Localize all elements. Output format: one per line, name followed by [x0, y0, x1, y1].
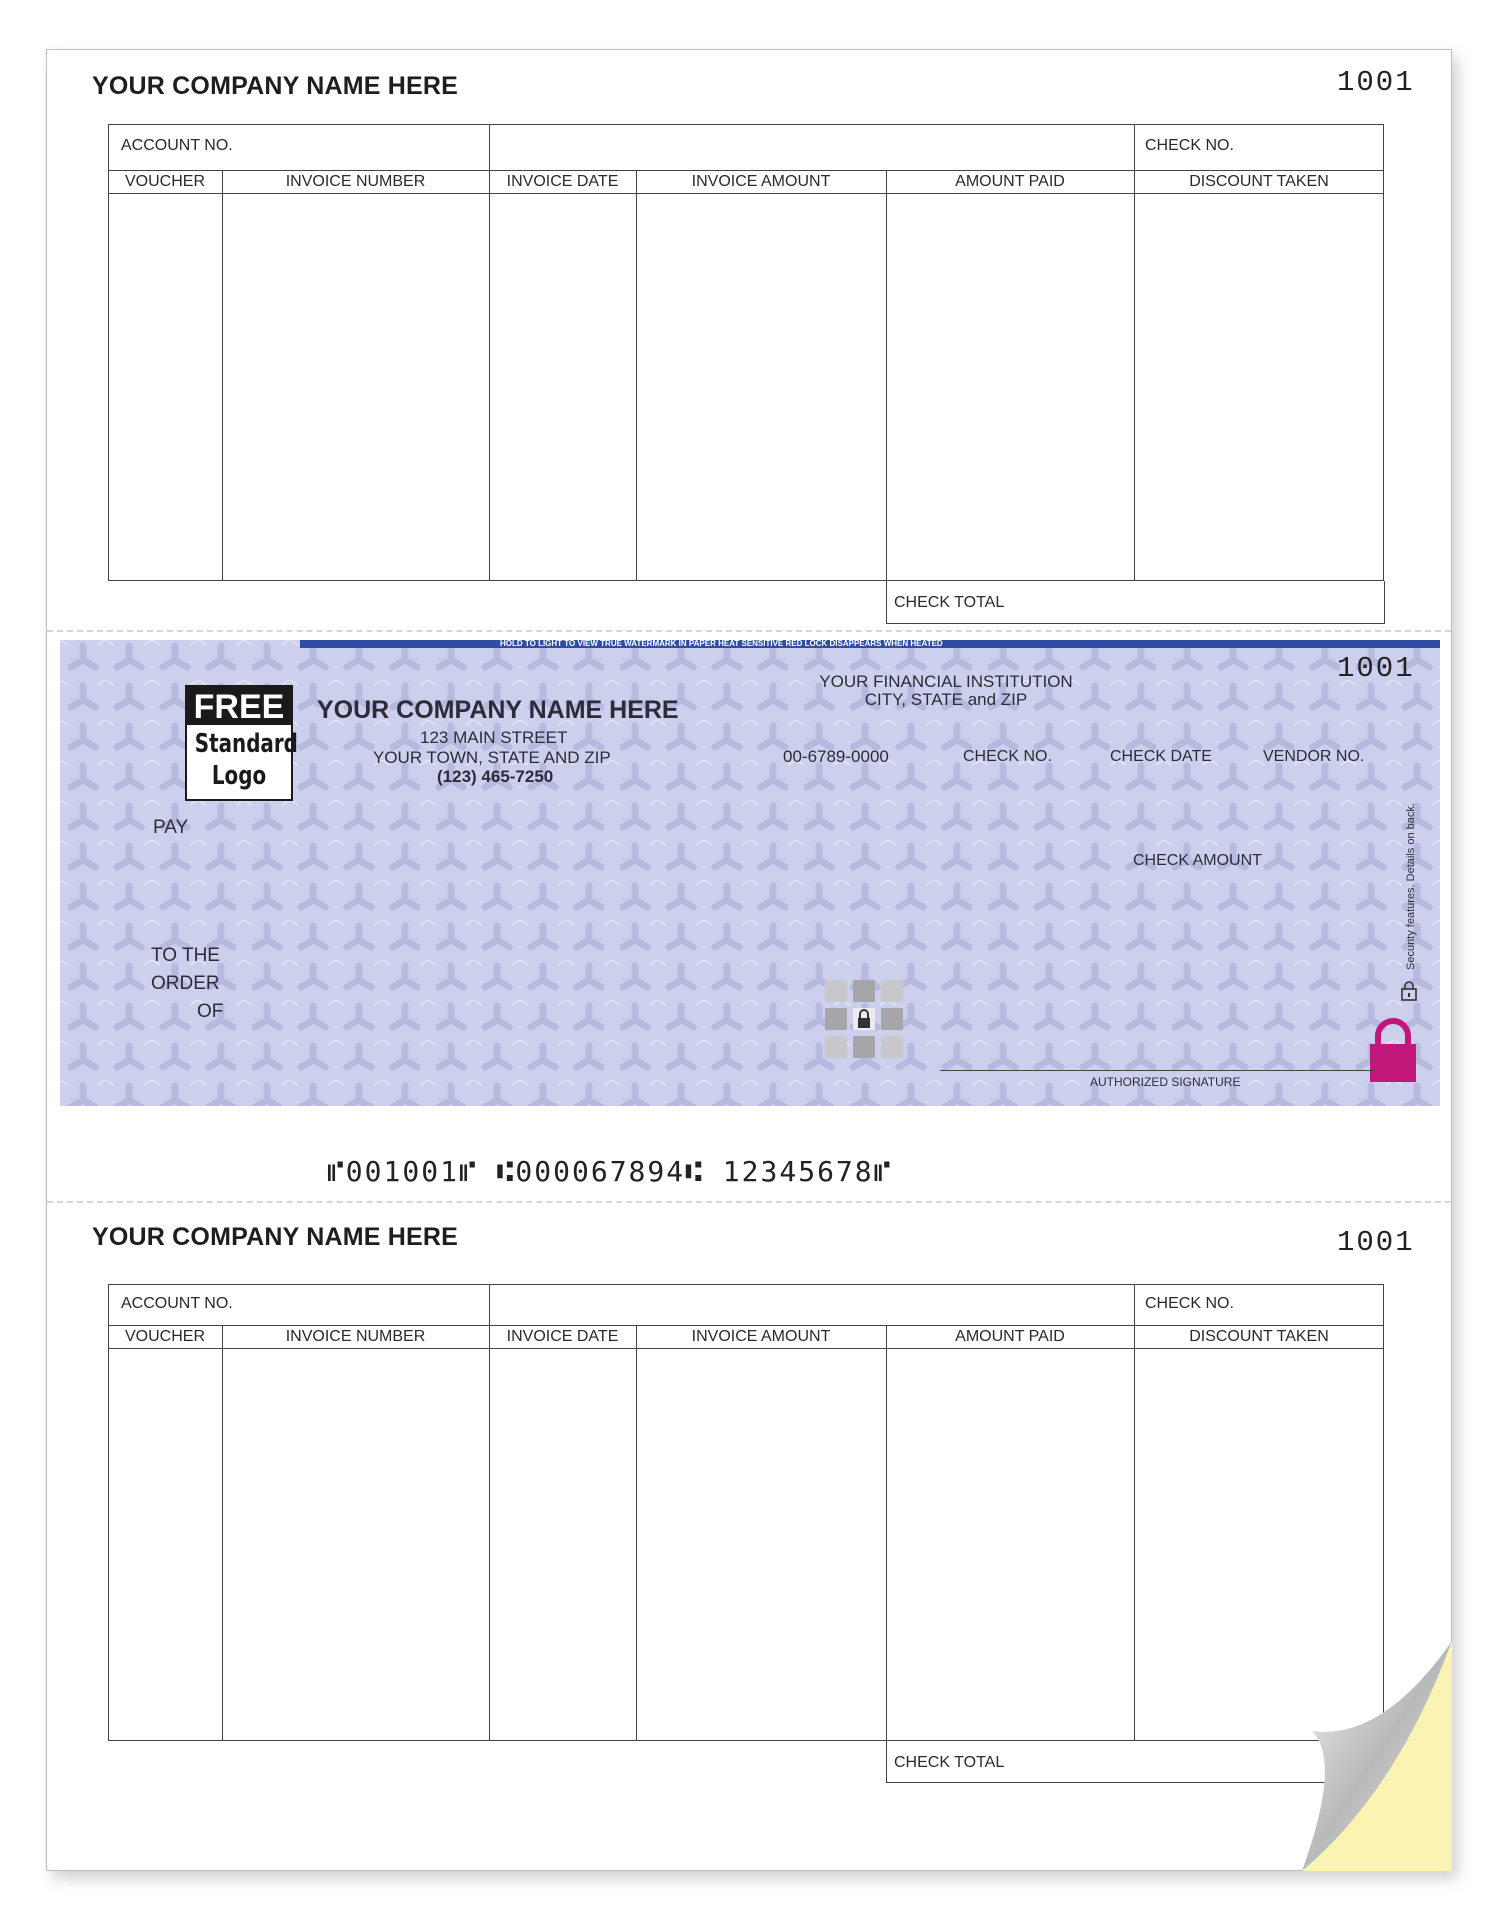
- bottom-stub-divider: [886, 1325, 887, 1783]
- top-stub-check-no-label: CHECK NO.: [1145, 137, 1234, 154]
- bank-name: YOUR FINANCIAL INSTITUTION: [819, 672, 1073, 691]
- top-stub-divider: [1384, 581, 1385, 624]
- top-stub-table: [108, 124, 1384, 624]
- check-no-label: CHECK NO.: [963, 748, 1052, 765]
- top-stub-col-invoice-date: INVOICE DATE: [506, 173, 619, 190]
- top-stub-col-invoice-number: INVOICE NUMBER: [285, 173, 426, 190]
- bottom-stub-col-invoice-number: INVOICE NUMBER: [285, 1328, 426, 1345]
- check-address: 123 MAIN STREET: [420, 728, 568, 747]
- bottom-stub-col-discount-taken: DISCOUNT TAKEN: [1189, 1328, 1329, 1345]
- top-stub-col-amount-paid: AMOUNT PAID: [955, 173, 1065, 190]
- pay-label: PAY: [153, 817, 189, 838]
- top-stub-divider: [108, 193, 1384, 194]
- heat-sensitive-lock-icon: [1362, 1018, 1422, 1098]
- order-label: ORDER: [151, 973, 220, 994]
- logo-free-text: FREE: [187, 687, 291, 725]
- check-city-state-zip: YOUR TOWN, STATE AND ZIP: [373, 748, 611, 767]
- security-hologram-icon: [825, 980, 905, 1060]
- bank-city: CITY, STATE and ZIP: [864, 690, 1028, 709]
- top-stub-divider: [108, 170, 1384, 171]
- micr-line: ⑈001001⑈ ⑆000067894⑆ 12345678⑈: [327, 1155, 893, 1188]
- bottom-stub-divider: [1134, 1284, 1135, 1741]
- check-date-label: CHECK DATE: [1110, 748, 1212, 765]
- bottom-stub-col-voucher: VOUCHER: [124, 1328, 205, 1345]
- top-stub-company-name: YOUR COMPANY NAME HERE: [92, 72, 459, 100]
- bottom-stub-account-no-label: ACCOUNT NO.: [121, 1295, 233, 1312]
- bottom-stub-divider: [222, 1325, 223, 1741]
- small-lock-icon: [1400, 980, 1418, 1002]
- perforation-top: [47, 630, 1451, 632]
- top-stub-col-discount-taken: DISCOUNT TAKEN: [1189, 173, 1329, 190]
- top-stub-divider: [886, 170, 887, 624]
- check-body: [60, 640, 1440, 1106]
- bottom-stub-check-number: 1001: [1337, 1226, 1415, 1259]
- check-phone: (123) 465-7250: [437, 767, 554, 786]
- logo-logo-text: Logo: [211, 761, 267, 791]
- top-stub-check-total-label: CHECK TOTAL: [894, 594, 1005, 611]
- security-features-note: Security features. Details on back.: [1405, 803, 1417, 970]
- vendor-no-label: VENDOR NO.: [1263, 748, 1365, 765]
- bottom-stub-grid: [108, 1284, 1384, 1741]
- signature-line: [940, 1070, 1375, 1071]
- top-stub-divider: [886, 623, 1385, 624]
- bottom-stub-company-name: YOUR COMPANY NAME HERE: [92, 1223, 459, 1251]
- top-stub-col-invoice-amount: INVOICE AMOUNT: [691, 173, 831, 190]
- bottom-stub-divider: [636, 1325, 637, 1741]
- top-stub-check-number: 1001: [1337, 66, 1415, 99]
- fraction-number: 00-6789-0000: [783, 747, 889, 766]
- bottom-stub-table: [108, 1284, 1384, 1784]
- top-stub-account-no-label: ACCOUNT NO.: [121, 137, 233, 154]
- bottom-stub-divider: [108, 1325, 1384, 1326]
- check-amount-label: CHECK AMOUNT: [1133, 852, 1262, 869]
- bottom-stub-check-total-label: CHECK TOTAL: [894, 1754, 1005, 1771]
- check-form-sheet: [46, 49, 1452, 1871]
- bottom-stub-col-invoice-amount: INVOICE AMOUNT: [691, 1328, 831, 1345]
- bottom-stub-divider: [108, 1348, 1384, 1349]
- authorized-signature-label: AUTHORIZED SIGNATURE: [1090, 1075, 1241, 1089]
- top-stub-divider: [489, 124, 490, 581]
- logo-standard-text: Standard: [194, 729, 298, 759]
- top-stub-divider: [636, 170, 637, 581]
- bottom-stub-check-no-label: CHECK NO.: [1145, 1295, 1234, 1312]
- page-curl-icon: [1302, 1641, 1452, 1871]
- security-band-text: HOLD TO LIGHT TO VIEW TRUE WATERMARK IN PAPER HEAT SENSITIVE RED LOCK DISAPPEARS WHEN HEATED: [500, 640, 943, 648]
- of-label: OF: [197, 1001, 224, 1022]
- check-company-name: YOUR COMPANY NAME HERE: [317, 696, 679, 724]
- top-stub-divider: [222, 170, 223, 581]
- top-stub-divider: [1134, 124, 1135, 581]
- logo-placeholder: [185, 685, 298, 801]
- bottom-stub-divider: [489, 1284, 490, 1741]
- bottom-stub-col-invoice-date: INVOICE DATE: [506, 1328, 619, 1345]
- perforation-bottom: [47, 1201, 1451, 1203]
- top-stub-col-voucher: VOUCHER: [124, 173, 205, 190]
- to-the-label: TO THE: [151, 945, 220, 966]
- bottom-stub-col-amount-paid: AMOUNT PAID: [955, 1328, 1065, 1345]
- check-number: 1001: [1337, 652, 1415, 685]
